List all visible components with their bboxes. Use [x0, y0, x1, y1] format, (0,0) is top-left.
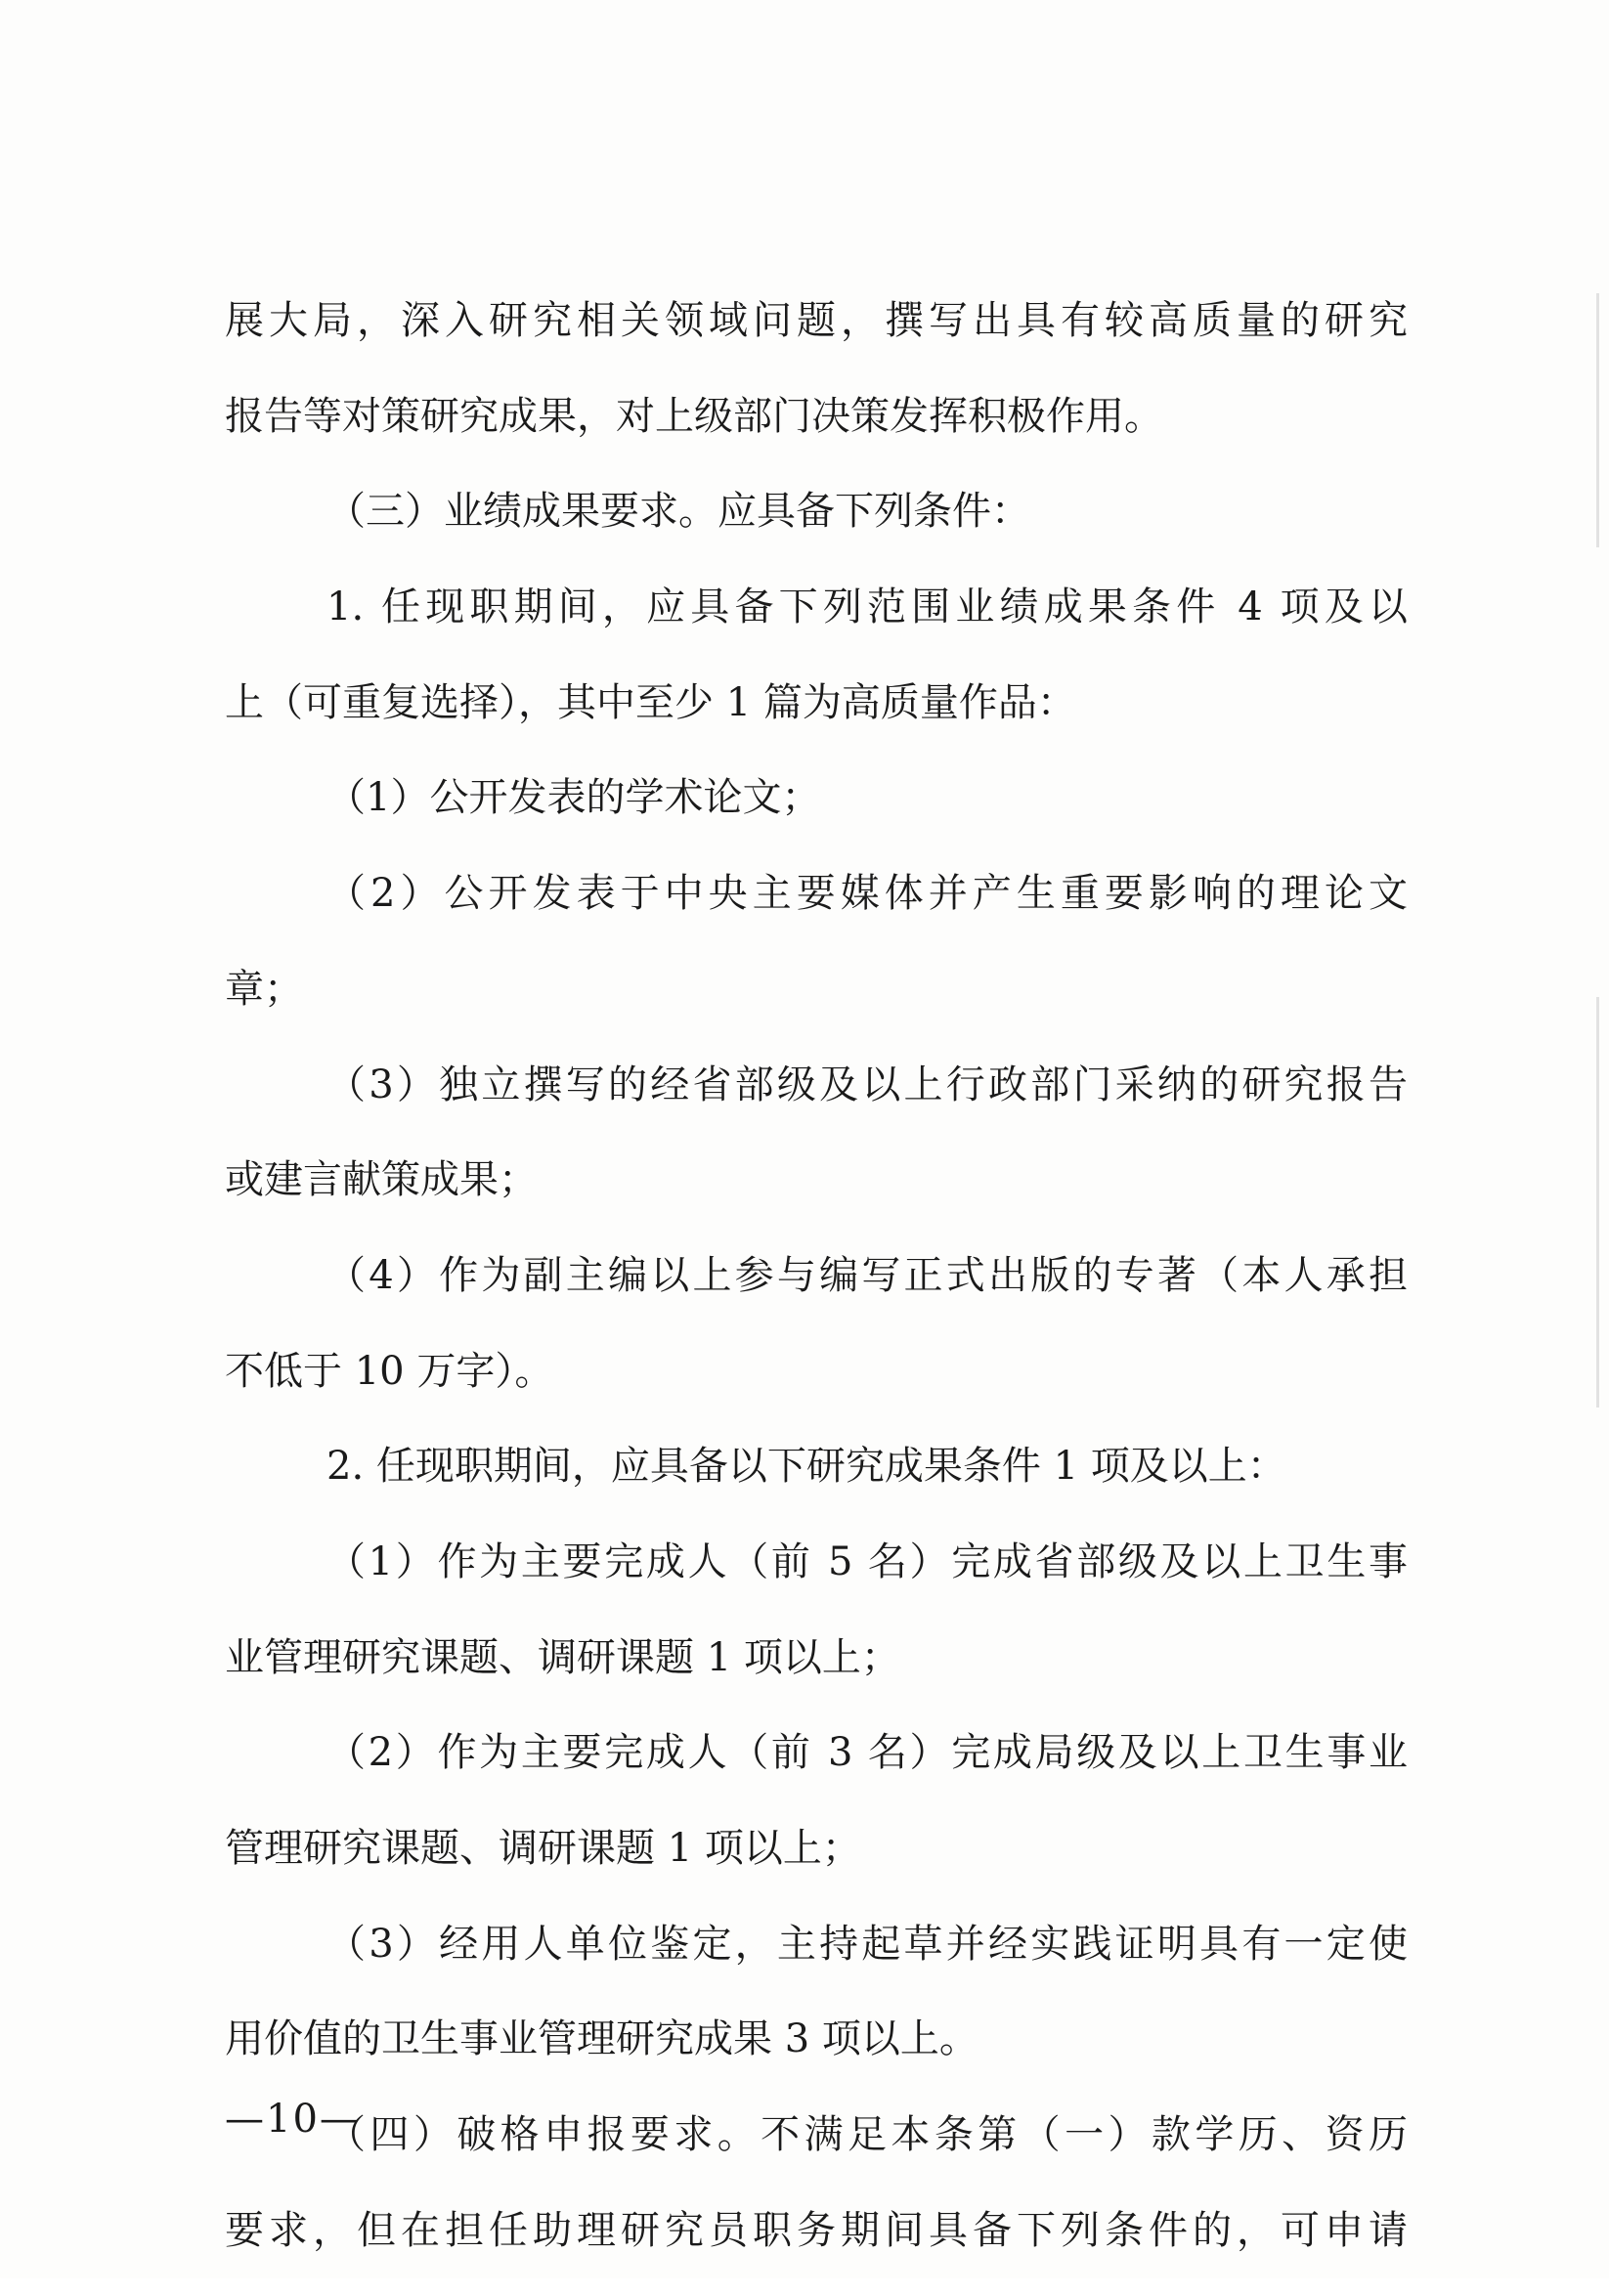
- scan-edge-mark: [1596, 293, 1599, 547]
- text-line: 用价值的卫生事业管理研究成果 3 项以上。: [225, 2016, 978, 2062]
- text-line: 报告等对策研究成果，对上级部门决策发挥积极作用。: [225, 393, 1163, 439]
- text-line: （2）作为主要完成人（前 3 名）完成局级及以上卫生事业: [326, 1730, 1408, 1776]
- text-line: （2）公开发表于中央主要媒体并产生重要影响的理论文: [326, 871, 1408, 917]
- text-line: （3）经用人单位鉴定，主持起草并经实践证明具有一定使: [326, 1921, 1408, 1967]
- text-line: 或建言献策成果；: [225, 1157, 538, 1203]
- document-body: [225, 291, 1408, 2296]
- text-line: 展大局，深入研究相关领域问题，撰写出具有较高质量的研究: [225, 298, 1408, 343]
- text-line: 2. 任现职期间，应具备以下研究成果条件 1 项及以上：: [326, 1444, 1286, 1490]
- text-line: （4）作为副主编以上参与编写正式出版的专著（本人承担: [326, 1252, 1408, 1298]
- text-line: 不低于 10 万字）。: [225, 1348, 554, 1394]
- text-line: （3）独立撰写的经省部级及以上行政部门采纳的研究报告: [326, 1061, 1408, 1107]
- text-line: 业管理研究课题、调研课题 1 项以上；: [225, 1634, 900, 1680]
- text-line: 章；: [225, 966, 303, 1012]
- scan-edge-mark: [1596, 997, 1599, 1408]
- text-line: 上（可重复选择），其中至少 1 篇为高质量作品：: [225, 679, 1076, 725]
- text-line: （1）公开发表的学术论文；: [326, 775, 821, 821]
- text-line: （1）作为主要完成人（前 5 名）完成省部级及以上卫生事: [326, 1538, 1408, 1584]
- page-number: —10—: [225, 2097, 361, 2142]
- text-line: 1. 任现职期间，应具备下列范围业绩成果条件 4 项及以: [326, 585, 1408, 630]
- text-line: （三）业绩成果要求。应具备下列条件：: [326, 489, 1030, 535]
- text-line: 管理研究课题、调研课题 1 项以上；: [225, 1826, 861, 1871]
- text-line: 要求，但在担任助理研究员职务期间具备下列条件的，可申请: [225, 2207, 1408, 2253]
- text-line: （四）破格申报要求。不满足本条第（一）款学历、资历: [326, 2112, 1408, 2158]
